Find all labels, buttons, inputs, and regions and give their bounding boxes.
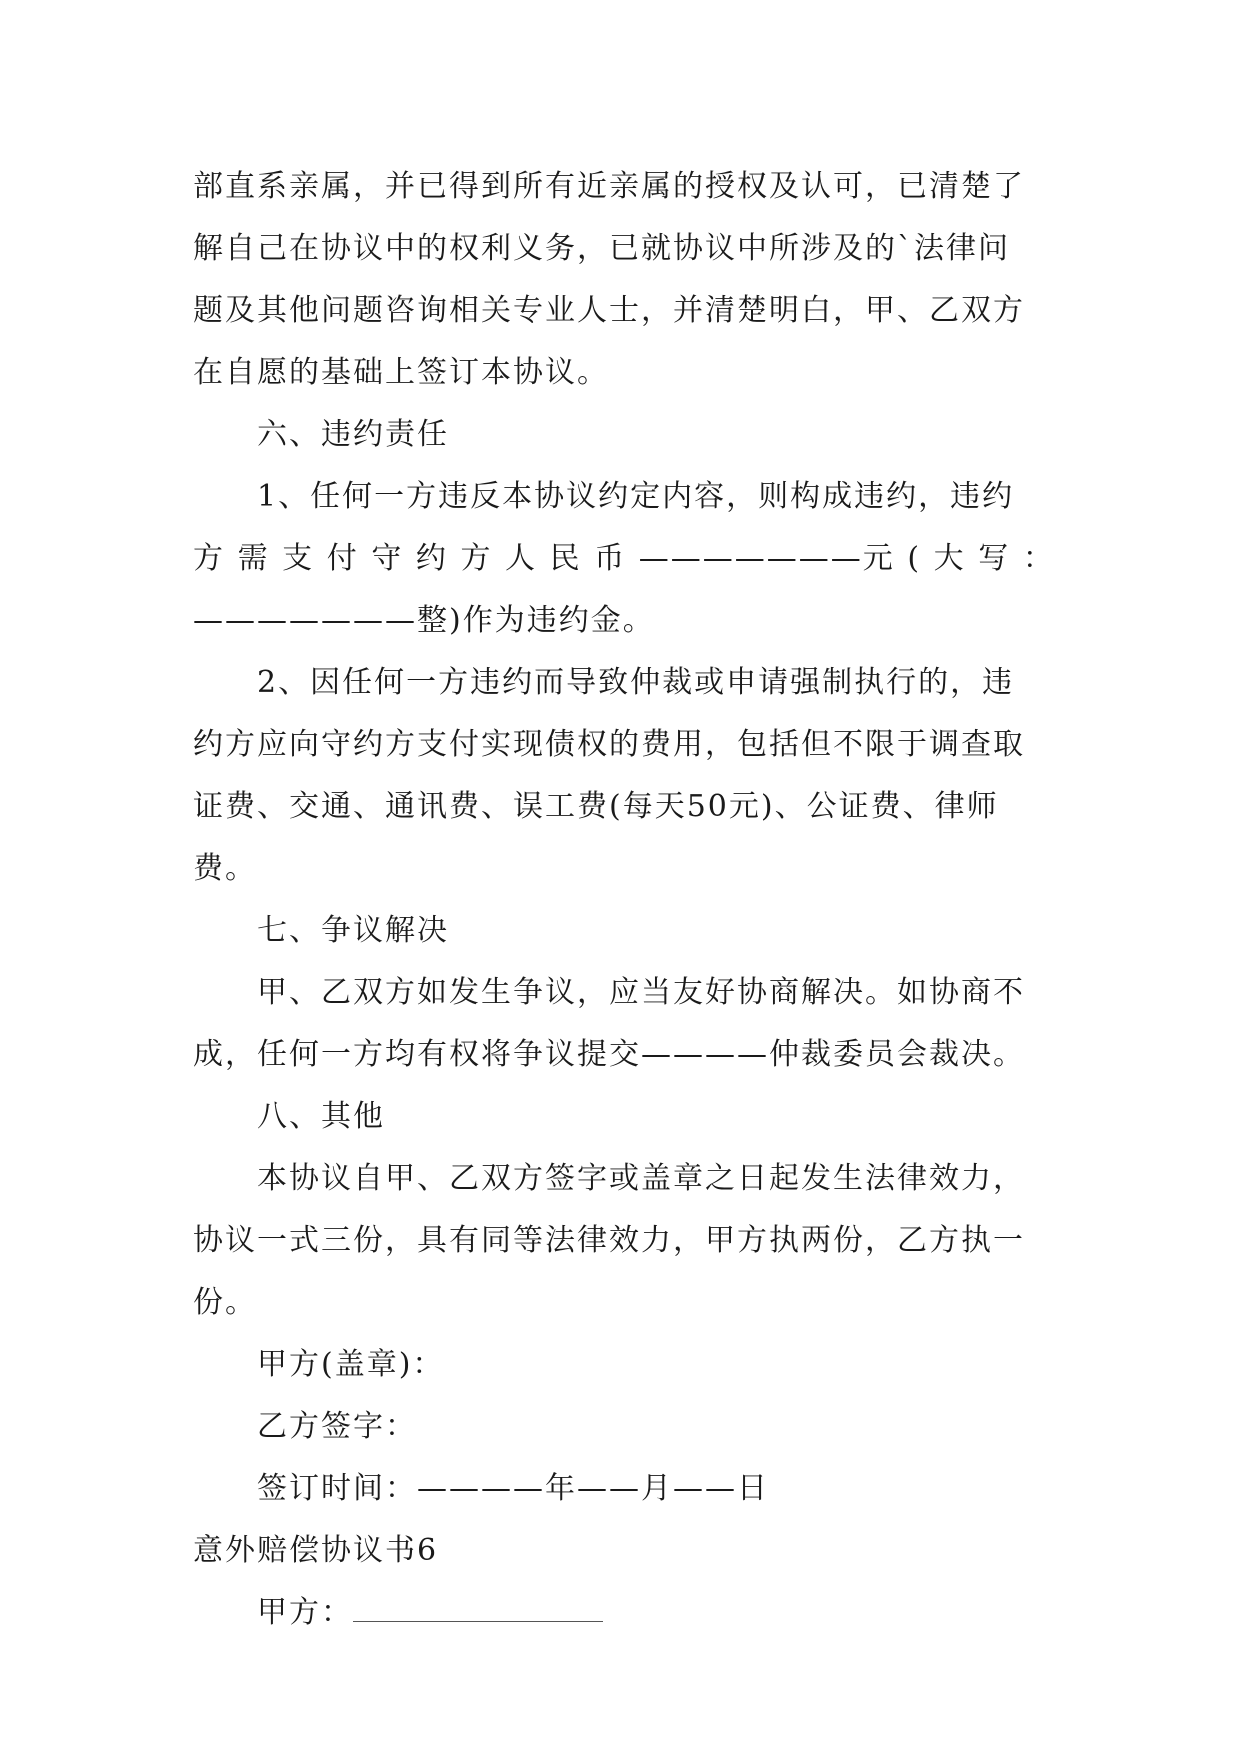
spaced-char: 人 xyxy=(505,541,538,576)
text-line: 份。 xyxy=(193,1285,257,1320)
text-line-spaced xyxy=(193,528,1055,590)
text-line: 在自愿的基础上签订本协议。 xyxy=(193,355,609,390)
spaced-char: 币 xyxy=(594,541,627,576)
paragraph-continued-declaration xyxy=(193,156,1055,404)
sign-date-label: 签订时间：————年——月——日 xyxy=(257,1471,769,1506)
text-line: ———————整)作为违约金。 xyxy=(193,603,655,638)
text-line: 甲、乙双方如发生争议，应当友好协商解决。如协商不 xyxy=(257,975,1025,1010)
next-party-a-line xyxy=(193,1582,1055,1644)
section-heading-other: 八、其他 xyxy=(257,1099,385,1134)
party-a-blank-line xyxy=(353,1587,603,1622)
section-heading-liability: 六、违约责任 xyxy=(257,417,449,452)
next-party-a-label: 甲方： xyxy=(257,1595,353,1630)
spaced-char: 需 xyxy=(237,541,270,576)
spaced-char: 支 xyxy=(282,541,315,576)
spaced-char: 大 xyxy=(933,541,966,576)
text-line: 费。 xyxy=(193,851,257,886)
document-body xyxy=(193,156,1055,1644)
text-line: 本协议自甲、乙双方签字或盖章之日起发生法律效力， xyxy=(257,1161,1025,1196)
paragraph-liability-2 xyxy=(193,652,1055,900)
text-line: 证费、交通、通讯费、误工费(每天50元)、公证费、律师 xyxy=(193,789,999,824)
spaced-char: ： xyxy=(1022,541,1055,576)
spaced-char: 方 xyxy=(460,541,493,576)
party-b-sign-label: 乙方签字： xyxy=(257,1409,417,1444)
text-line: 解自己在协议中的权利义务，已就协议中所涉及的`法律问 xyxy=(193,231,1010,266)
spaced-char: 守 xyxy=(371,541,404,576)
paragraph-dispute xyxy=(193,962,1055,1086)
spaced-char: 付 xyxy=(326,541,359,576)
party-a-seal-label: 甲方(盖章)： xyxy=(257,1347,445,1382)
paragraph-liability-1 xyxy=(193,466,1055,652)
text-line: 成，任何一方均有权将争议提交————仲裁委员会裁决。 xyxy=(193,1037,1025,1072)
next-document-title: 意外赔偿协议书6 xyxy=(193,1533,439,1568)
paragraph-other xyxy=(193,1148,1055,1334)
spaced-char: ———————元 xyxy=(638,541,895,576)
text-line: 题及其他问题咨询相关专业人士，并清楚明白，甲、乙双方 xyxy=(193,293,1025,328)
text-line: 协议一式三份，具有同等法律效力，甲方执两份，乙方执一 xyxy=(193,1223,1025,1258)
section-heading-dispute: 七、争议解决 xyxy=(257,913,449,948)
spaced-char: 民 xyxy=(549,541,582,576)
spaced-char: 方 xyxy=(193,541,225,576)
spaced-char: 写 xyxy=(978,541,1011,576)
spaced-char: ( xyxy=(907,541,922,576)
spaced-char: 约 xyxy=(415,541,448,576)
text-line: 1、任何一方违反本协议约定内容，则构成违约，违约 xyxy=(257,479,1015,514)
text-line: 部直系亲属，并已得到所有近亲属的授权及认可，已清楚了 xyxy=(193,169,1025,204)
text-line: 约方应向守约方支付实现债权的费用，包括但不限于调查取 xyxy=(193,727,1025,762)
text-line: 2、因任何一方违约而导致仲裁或申请强制执行的，违 xyxy=(257,665,1015,700)
